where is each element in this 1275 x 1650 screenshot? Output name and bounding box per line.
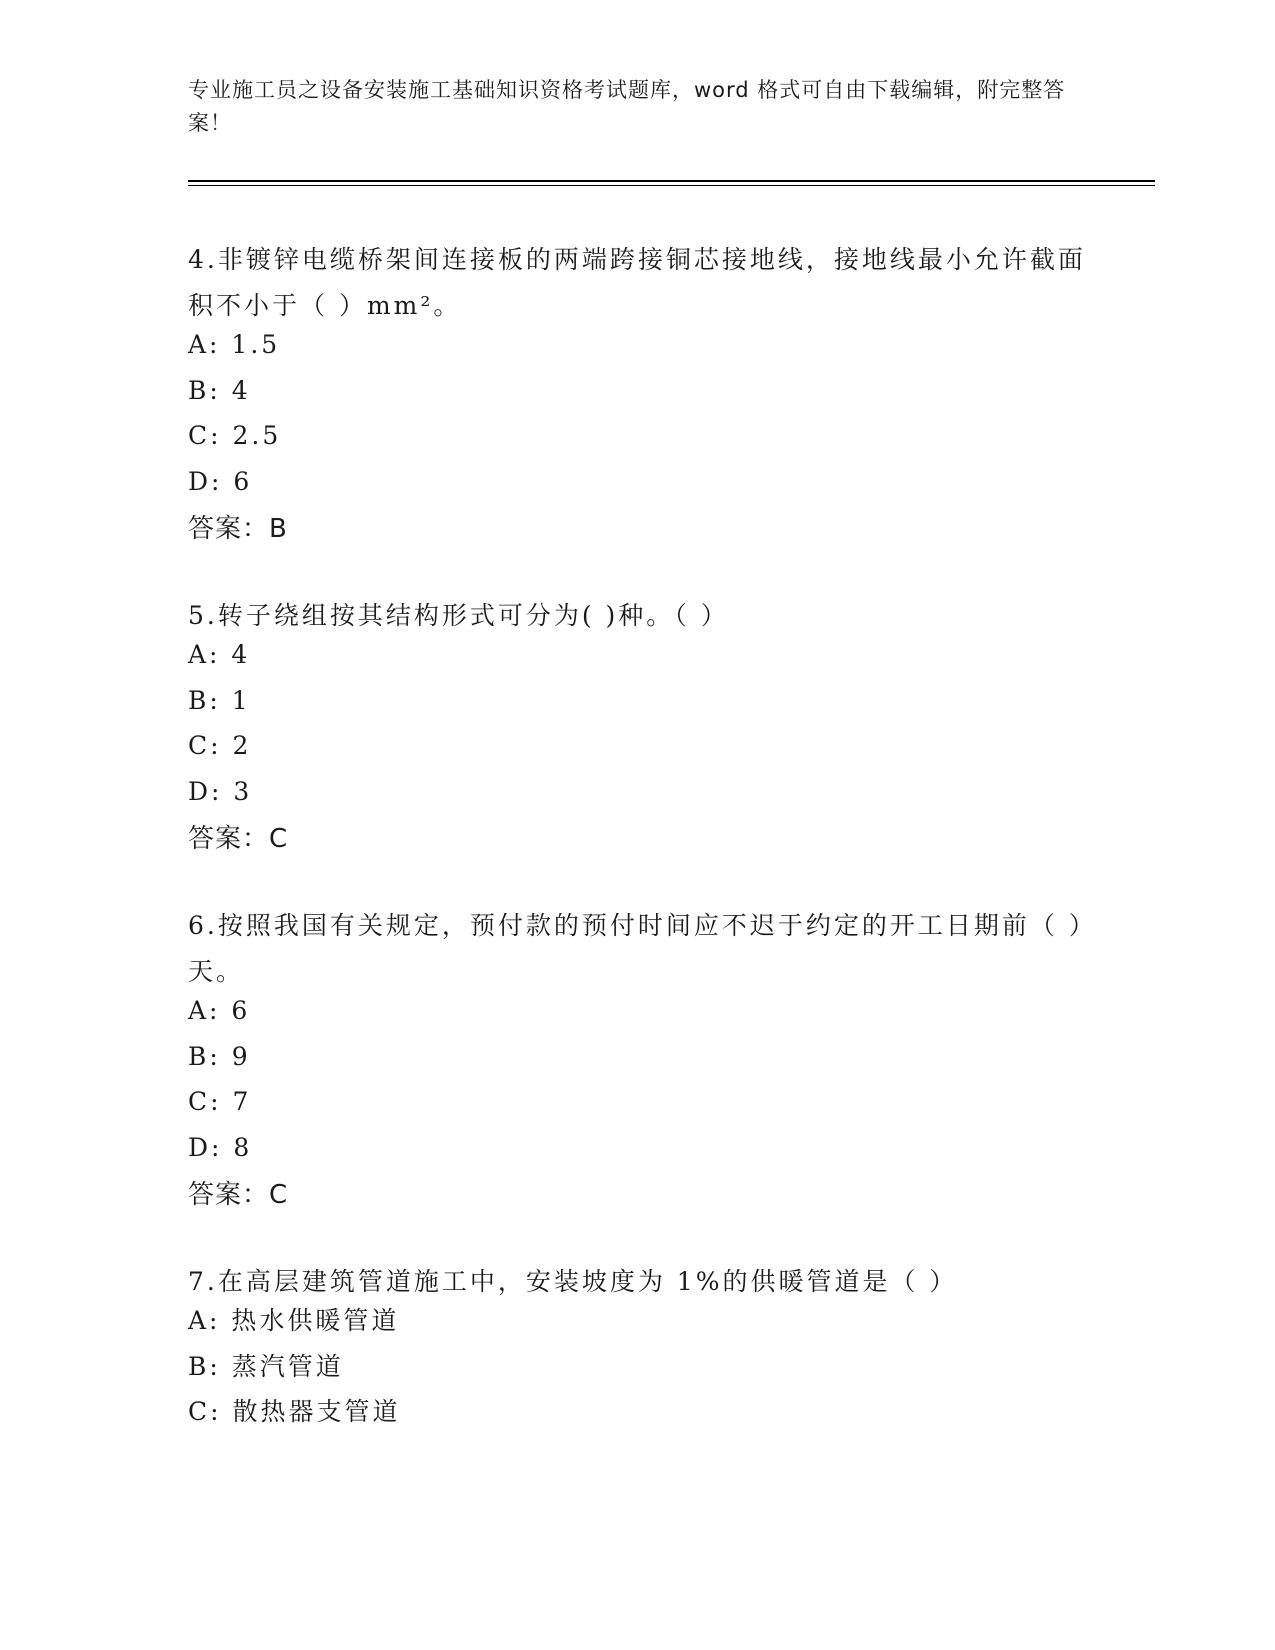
option-d: D: 8 [188, 1132, 253, 1162]
option-c: C: 2.5 [188, 421, 282, 450]
option-c: C: 散热器支管道 [188, 1397, 401, 1426]
question-stem: 7.在高层建筑管道施工中，安装坡度为 1%的供暖管道是（ ） [188, 1267, 958, 1296]
option-b: B: 蒸汽管道 [188, 1351, 344, 1381]
option-a: A: 热水供暖管道 [188, 1306, 400, 1335]
header-divider-thin [188, 185, 1155, 186]
option-a: A: 4 [188, 640, 251, 669]
option-a: A: 6 [188, 996, 251, 1025]
question-stem: 5.转子绕组按其结构形式可分为( )种。（ ） [188, 601, 729, 630]
option-c: C: 7 [188, 1087, 252, 1116]
answer-label: 答案：B [188, 514, 288, 544]
answer-label: 答案：C [188, 824, 289, 854]
question-list [188, 237, 1088, 1488]
option-a: A: 1.5 [188, 330, 281, 359]
option-b: B: 9 [188, 1041, 251, 1071]
answer-label: 答案：C [188, 1180, 289, 1210]
option-b: B: 4 [188, 375, 251, 405]
question-stem: 6.按照我国有关规定，预付款的预付时间应不迟于约定的开工日期前（ ）天。 [188, 911, 1085, 986]
option-d: D: 3 [188, 776, 253, 806]
option-d: D: 6 [188, 466, 253, 496]
header-divider-thick [188, 180, 1155, 182]
question-4 [188, 237, 1088, 547]
question-7 [188, 1259, 1088, 1442]
option-b: B: 1 [188, 685, 251, 715]
question-5 [188, 593, 1088, 857]
question-stem: 4.非镀锌电缆桥架间连接板的两端跨接铜芯接地线，接地线最小允许截面积不小于（ ）mm²。 [188, 245, 1086, 320]
option-c: C: 2 [188, 731, 252, 760]
document-header: 专业施工员之设备安装施工基础知识资格考试题库，word 格式可自由下载编辑，附完整答案！ [188, 78, 1066, 135]
question-6 [188, 903, 1088, 1213]
